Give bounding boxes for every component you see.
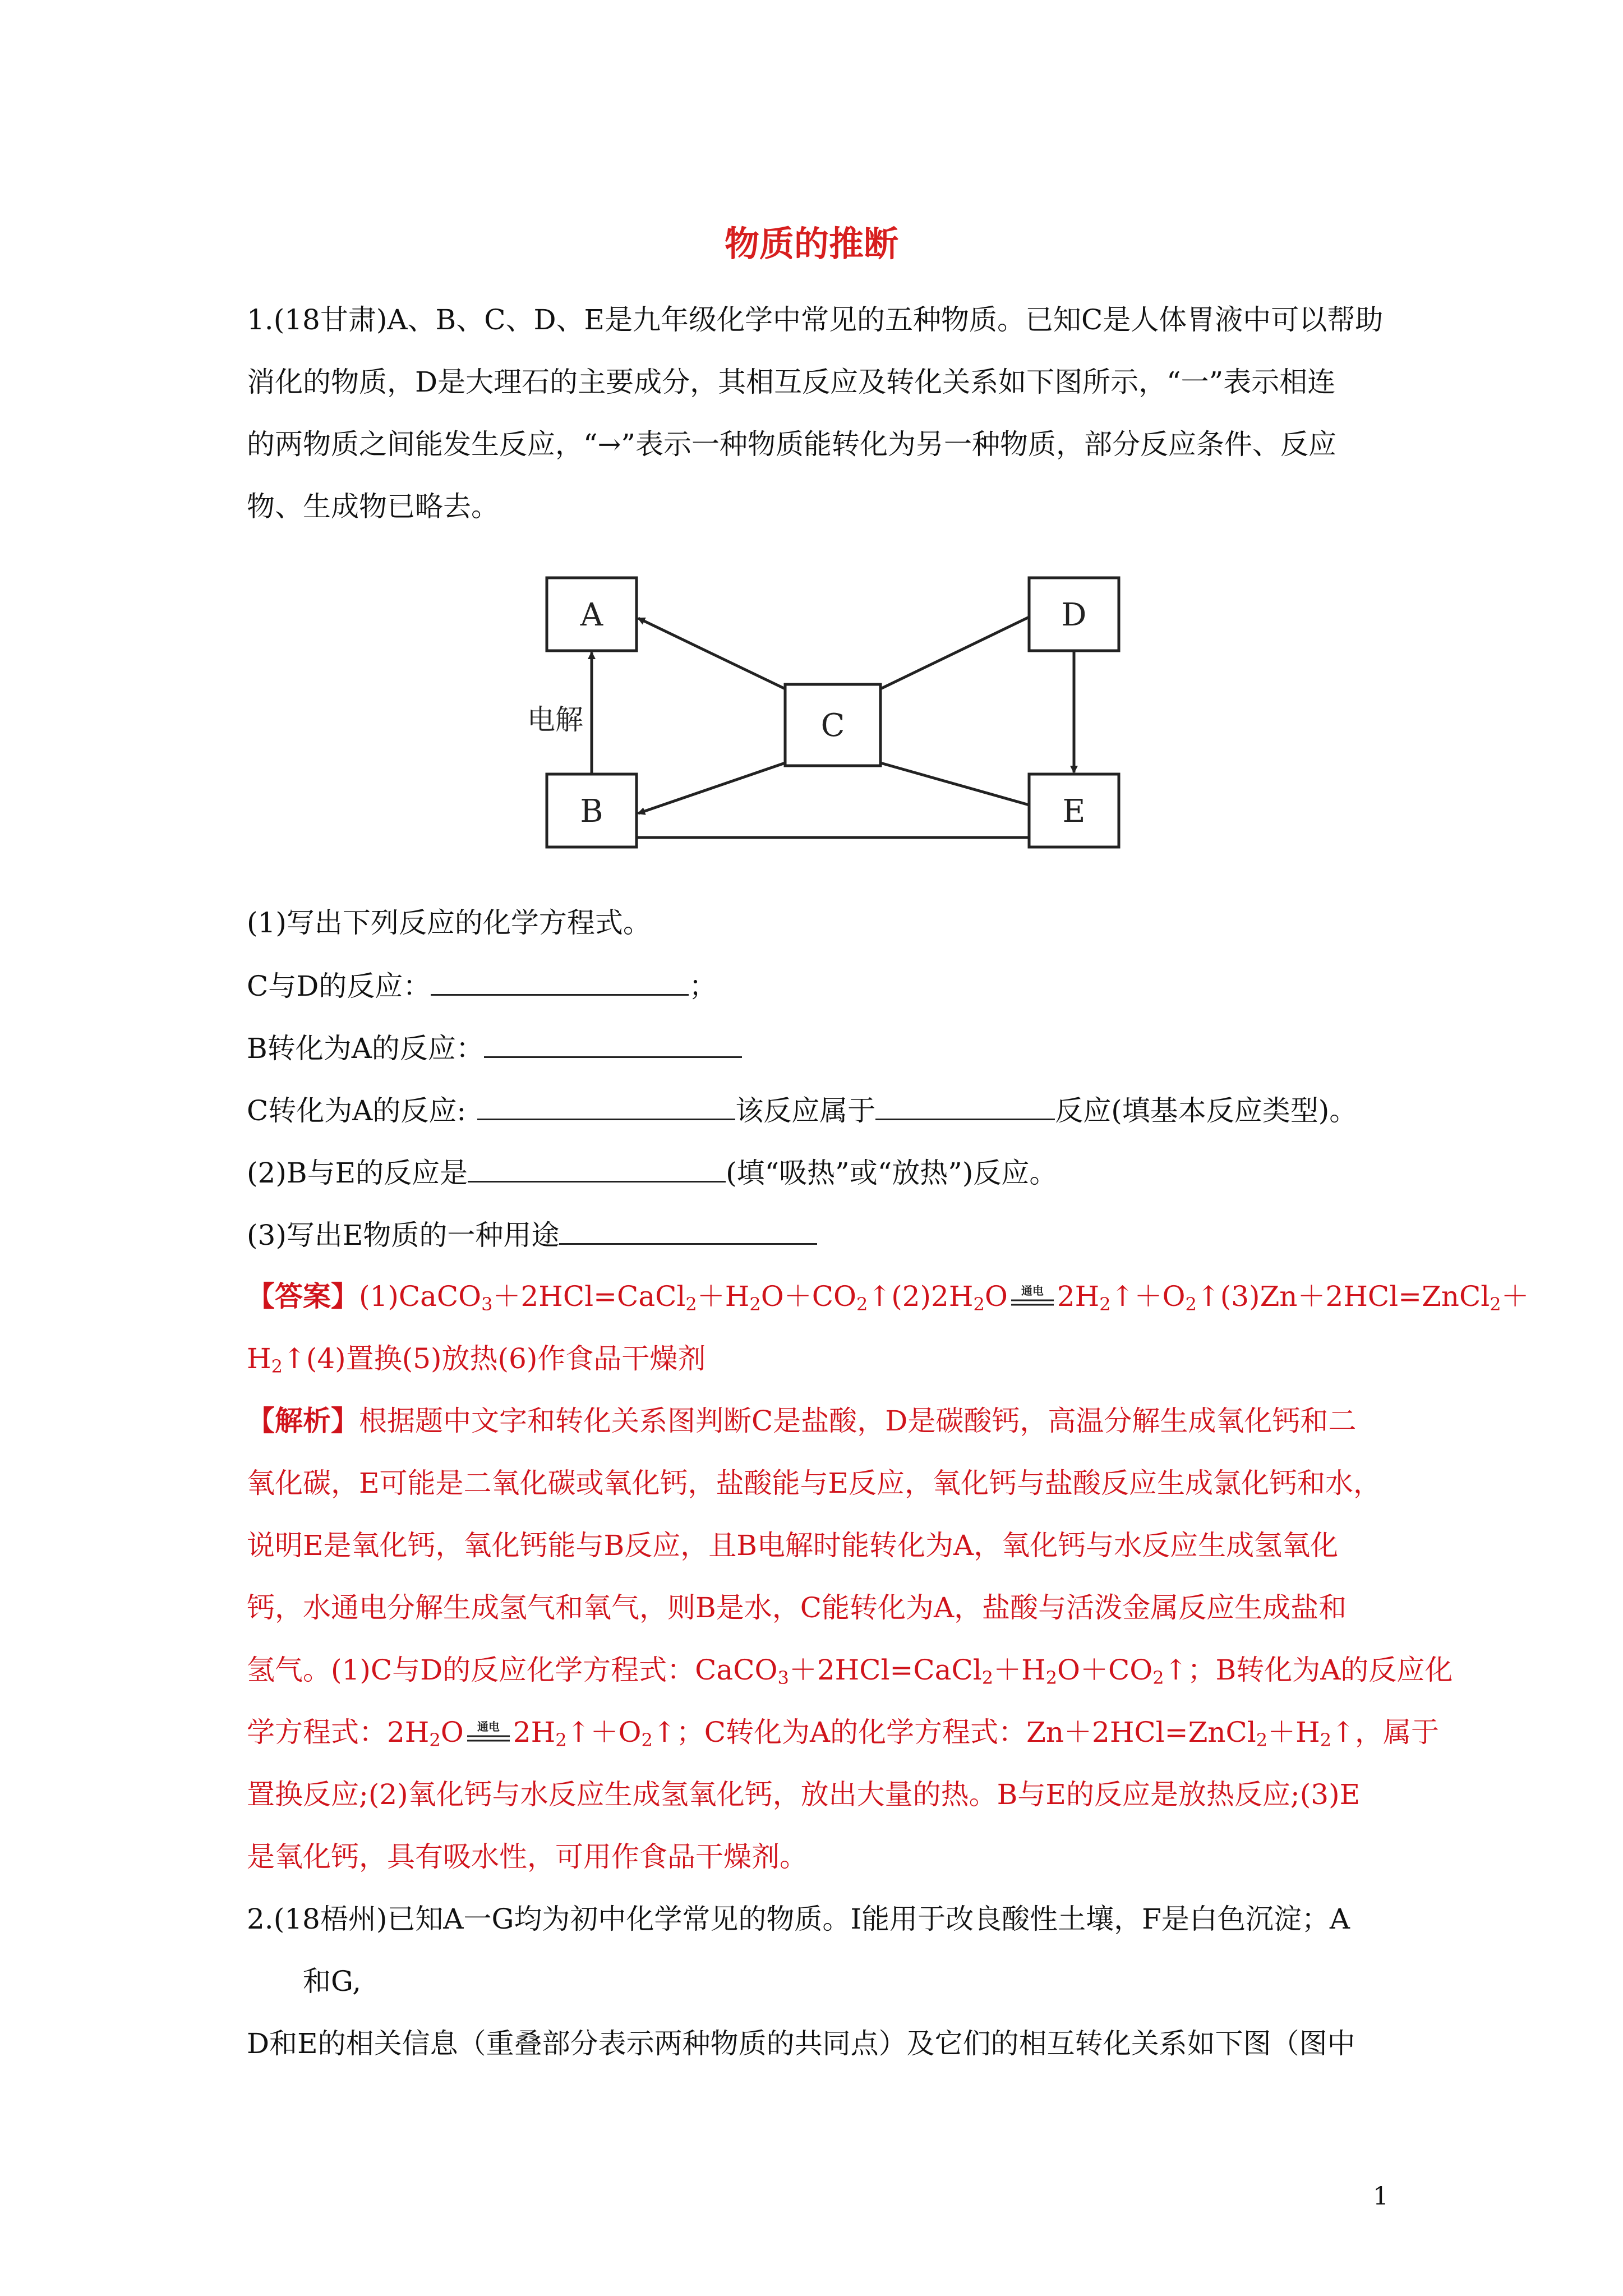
subscript: 2 — [1185, 1294, 1197, 1315]
q1-line-4: 物、生成物已略去。 — [247, 490, 499, 523]
answer-text: ↑(3)Zn＋2HCl=ZnCl — [1196, 1280, 1490, 1313]
analysis-text: 2H — [513, 1716, 556, 1749]
answer-text: ＋2HCl=CaCl — [492, 1280, 686, 1313]
answer-label: 【答案】 — [247, 1280, 359, 1313]
subscript: 2 — [1045, 1667, 1058, 1688]
answer-blank-2[interactable] — [484, 1030, 742, 1058]
subscript: 2 — [1320, 1729, 1332, 1751]
analysis-label: 【解析】 — [247, 1404, 359, 1437]
subscript: 2 — [1099, 1294, 1111, 1315]
analysis-text: ↑；C转化为A的化学方程式：Zn＋2HCl=ZnCl — [652, 1716, 1256, 1749]
node-a-label: A — [580, 597, 603, 633]
subscript: 2 — [1490, 1294, 1501, 1315]
edge-c-b — [638, 763, 785, 813]
node-d-label: D — [1061, 597, 1087, 633]
analysis-text: ＋2HCl=CaCl — [789, 1654, 982, 1686]
analysis-line-8: 是氧化钙，具有吸水性，可用作食品干燥剂。 — [247, 1841, 808, 1873]
subscript: 2 — [271, 1356, 283, 1377]
q1-sub1-c — [247, 1093, 1357, 1128]
q2-line-1: 2.(18梧州)已知A一G均为初中化学常见的物质。I能用于改良酸性土壤，F是白色沉淀；A — [247, 1903, 1350, 1935]
node-e-label: E — [1062, 793, 1086, 830]
subscript: 2 — [429, 1729, 441, 1751]
q1-sub1-c-mid: 该反应属于 — [735, 1094, 876, 1127]
answer-text: ↑(2)2H — [868, 1280, 974, 1313]
subscript: 2 — [685, 1294, 697, 1315]
q1-line-1: 1.(18甘肃)A、B、C、D、E是九年级化学中常见的五种物质。已知C是人体胃液中可以帮助 — [247, 303, 1384, 336]
q1-line-3: 的两物质之间能发生反应，“→”表示一种物质能转化为另一种物质，部分反应条件、反应 — [247, 428, 1337, 461]
analysis-line-3: 说明E是氧化钙，氧化钙能与B反应，且B电解时能转化为A，氧化钙与水反应生成氢氧化 — [247, 1529, 1339, 1562]
q1-sub3 — [247, 1217, 817, 1252]
answer-text: ↑(4)置换(5)放热(6)作食品干燥剂 — [282, 1342, 706, 1375]
q1-sub3-text: (3)写出E物质的一种用途 — [247, 1219, 560, 1251]
q2-line-3: D和E的相关信息（重叠部分表示两种物质的共同点）及它们的相互转化关系如下图（图中 — [247, 2027, 1355, 2060]
answer-blank-3[interactable] — [477, 1093, 735, 1120]
analysis-line-1 — [247, 1404, 1356, 1438]
analysis-text: ＋H — [993, 1654, 1046, 1686]
q1-sub1-a-end: ； — [689, 970, 717, 1002]
svg-text:通电: 通电 — [1021, 1284, 1044, 1297]
analysis-line-2: 氧化碳，E可能是二氧化碳或氧化钙，盐酸能与E反应，氧化钙与盐酸反应生成氯化钙和水， — [247, 1467, 1381, 1499]
subscript: 2 — [749, 1294, 761, 1315]
answer-text: 2H — [1057, 1280, 1100, 1313]
analysis-line-6 — [247, 1715, 1439, 1757]
analysis-text: O — [440, 1716, 464, 1749]
electrolysis-condition-icon — [1008, 1283, 1057, 1314]
subscript: 2 — [973, 1294, 985, 1315]
subscript: 2 — [981, 1667, 994, 1688]
edge-c-a — [638, 618, 785, 689]
analysis-line-7: 置换反应;(2)氧化钙与水反应生成氢氧化钙，放出大量的热。B与E的反应是放热反应;(3)E — [247, 1778, 1361, 1811]
page-title: 物质的推断 — [724, 223, 898, 264]
q1-sub2 — [247, 1155, 1057, 1190]
q1-sub1-a — [247, 968, 717, 1003]
answer-line-1 — [247, 1280, 1529, 1321]
q1-line-2: 消化的物质，D是大理石的主要成分，其相互反应及转化关系如下图所示，“一”表示相连 — [247, 366, 1336, 398]
svg-text:通电: 通电 — [477, 1720, 500, 1733]
subscript: 2 — [1256, 1729, 1268, 1751]
q1-sub1-c-end: 反应(填基本反应类型)。 — [1055, 1094, 1358, 1127]
electrolysis-condition-icon — [464, 1719, 513, 1750]
node-b-label: B — [580, 793, 603, 830]
answer-text: ＋ — [1501, 1280, 1529, 1313]
edge-c-d — [880, 617, 1029, 689]
subscript: 3 — [481, 1294, 493, 1315]
analysis-text: 根据题中文字和转化关系图判断C是盐酸，D是碳酸钙，高温分解生成氧化钙和二 — [359, 1405, 1357, 1437]
answer-text: H — [247, 1342, 271, 1375]
analysis-text: O＋CO — [1057, 1654, 1153, 1686]
analysis-text: ＋H — [1267, 1716, 1320, 1749]
q1-sub1-c-text: C转化为A的反应: — [247, 1094, 467, 1127]
answer-text: ↑＋O — [1110, 1280, 1186, 1313]
answer-text: O — [984, 1280, 1008, 1313]
node-c-label: C — [820, 707, 845, 744]
analysis-line-5 — [247, 1653, 1453, 1695]
answer-text: ＋H — [697, 1280, 750, 1313]
analysis-text: ↑；B转化为A的反应化 — [1164, 1654, 1453, 1686]
answer-text: O＋CO — [760, 1280, 856, 1313]
edge-c-e — [880, 763, 1029, 805]
answer-blank-1[interactable] — [431, 968, 689, 996]
answer-text: (1)CaCO — [359, 1280, 482, 1313]
subscript: 2 — [856, 1294, 868, 1315]
answer-blank-6[interactable] — [559, 1217, 817, 1245]
analysis-text: 氢气。(1)C与D的反应化学方程式：CaCO — [247, 1654, 778, 1686]
q2-line-2: 和G, — [303, 1965, 362, 1998]
q1-sub1-a-text: C与D的反应： — [247, 970, 431, 1002]
page-number: 1 — [1373, 2182, 1389, 2211]
answer-blank-4[interactable] — [875, 1093, 1055, 1120]
answer-line-2 — [247, 1342, 706, 1383]
subscript: 3 — [777, 1667, 789, 1688]
q1-sub1-heading: (1)写出下列反应的化学方程式。 — [247, 907, 651, 939]
q1-sub1-b-text: B转化为A的反应： — [247, 1032, 484, 1065]
edge-label-electrolysis: 电解 — [527, 703, 583, 736]
subscript: 2 — [1152, 1667, 1164, 1688]
q1-sub1-b — [247, 1030, 742, 1065]
relation-diagram — [527, 567, 1127, 869]
analysis-text: ↑，属于 — [1331, 1716, 1439, 1749]
q1-sub2-b: (填“吸热”或“放热”)反应。 — [726, 1157, 1058, 1189]
analysis-text: ↑＋O — [566, 1716, 642, 1749]
subscript: 2 — [555, 1729, 567, 1751]
answer-blank-5[interactable] — [468, 1155, 726, 1182]
q1-sub2-a: (2)B与E的反应是 — [247, 1157, 468, 1189]
analysis-text: 学方程式：2H — [247, 1716, 430, 1749]
subscript: 2 — [641, 1729, 653, 1751]
analysis-line-4: 钙，水通电分解生成氢气和氧气，则B是水，C能转化为A，盐酸与活泼金属反应生成盐和 — [247, 1591, 1347, 1624]
